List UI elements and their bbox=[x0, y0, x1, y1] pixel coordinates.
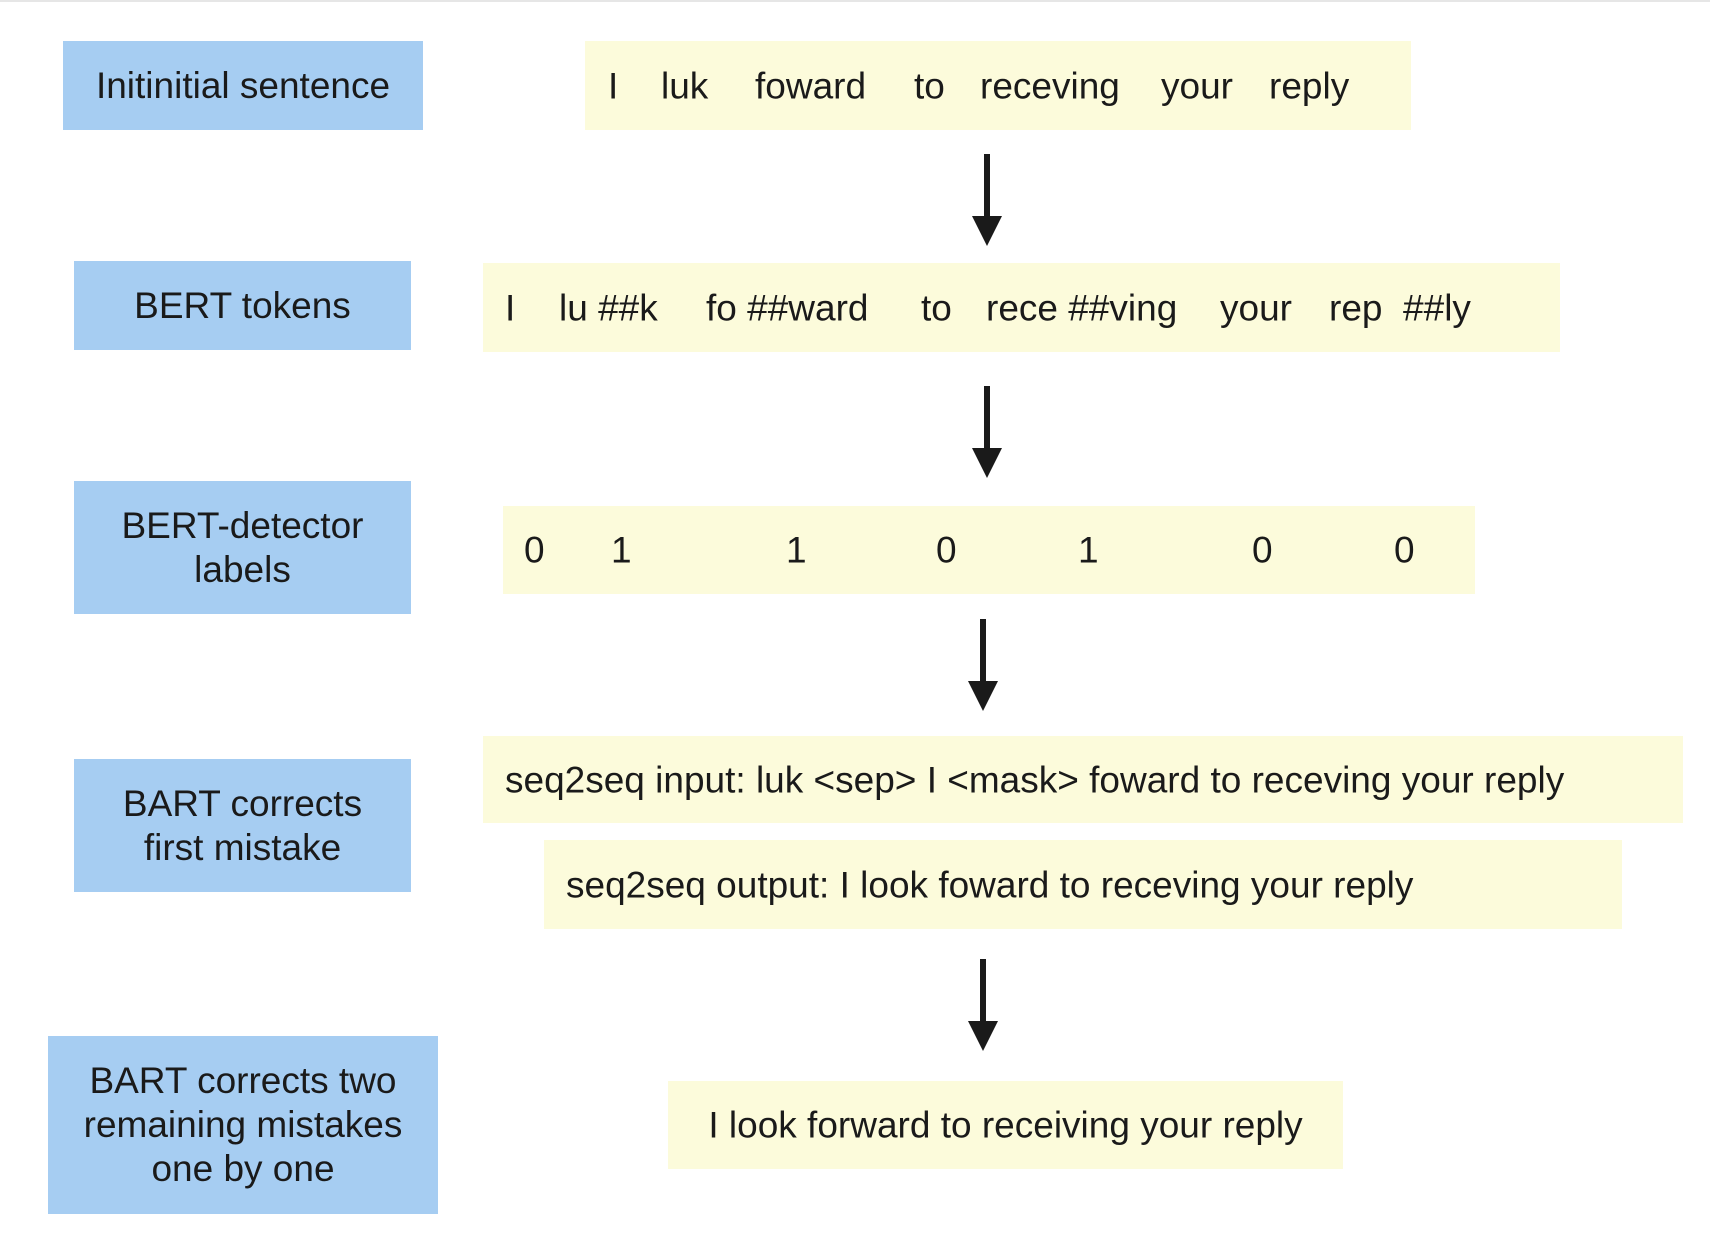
detector-value: 1 bbox=[611, 529, 632, 571]
detector-value: 0 bbox=[524, 529, 545, 571]
arrow-down-icon bbox=[972, 154, 1002, 246]
detector-value: 0 bbox=[1394, 529, 1415, 571]
final-sentence-text: I look forward to receiving your reply bbox=[708, 1104, 1303, 1146]
detector-value: 1 bbox=[1078, 529, 1099, 571]
label-bart-first: BART corrects first mistake bbox=[74, 759, 411, 892]
bert-token: fo ##ward bbox=[706, 287, 869, 328]
seq2seq-output-text: seq2seq output: I look foward to receving your reply bbox=[566, 864, 1414, 905]
detector-value: 0 bbox=[1252, 529, 1273, 571]
label-initial-sentence: Initinitial sentence bbox=[63, 41, 423, 130]
bert-token: lu ##k bbox=[559, 287, 658, 328]
label-bart-remaining: BART corrects two remaining mistakes one by one bbox=[48, 1036, 438, 1214]
bert-token: to bbox=[921, 287, 952, 328]
initial-token: receving bbox=[980, 65, 1120, 106]
label-bert-detector: BERT-detector labels bbox=[74, 481, 411, 614]
initial-token: reply bbox=[1269, 65, 1350, 106]
arrow-down-icon bbox=[968, 619, 998, 711]
initial-token: your bbox=[1161, 65, 1233, 106]
initial-token: I bbox=[608, 65, 619, 106]
detector-value: 1 bbox=[786, 529, 807, 571]
initial-token: luk bbox=[661, 65, 709, 106]
label-bert-tokens: BERT tokens bbox=[74, 261, 411, 350]
bert-token: I bbox=[505, 287, 516, 328]
initial-token: foward bbox=[755, 65, 867, 106]
initial-token: to bbox=[914, 65, 945, 106]
bert-token: your bbox=[1220, 287, 1292, 328]
bert-token: rece ##ving bbox=[986, 287, 1178, 328]
detector-value: 0 bbox=[936, 529, 957, 571]
bert-token: rep ##ly bbox=[1329, 287, 1471, 328]
arrow-down-icon bbox=[968, 959, 998, 1051]
arrow-down-icon bbox=[972, 386, 1002, 478]
seq2seq-input-text: seq2seq input: luk <sep> I <mask> foward to receving your reply bbox=[505, 759, 1565, 800]
